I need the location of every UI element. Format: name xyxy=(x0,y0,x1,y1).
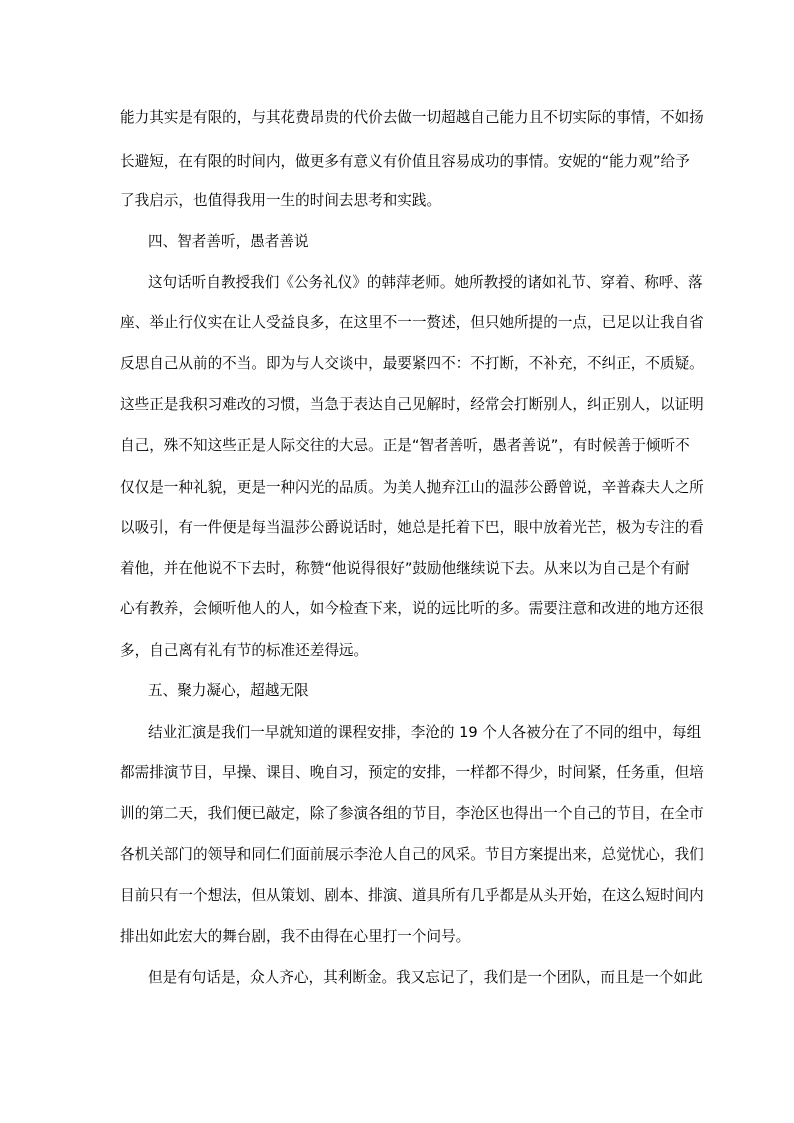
body-text-line: 心有教养，会倾听他人的人，如今检查下来，说的远比听的多。需要注意和改进的地方还很 xyxy=(120,600,704,617)
body-text-line: 长避短，在有限的时间内，做更多有意义有价值且容易成功的事情。安妮的“能力观”给予 xyxy=(120,153,690,170)
body-text-line: 座、举止行仪实在让人受益良多，在这里不一一赘述，但只她所提的一点，已足以让我自省 xyxy=(120,314,704,331)
body-text-line: 了我启示，也值得我用一生的时间去思考和实践。 xyxy=(120,192,442,209)
body-text-line: 训的第二天，我们便已敲定，除了参演各组的节目，李沧区也得出一个自己的节目，在全市 xyxy=(120,805,704,822)
section-heading: 五、聚力凝心，超越无限 xyxy=(148,682,309,699)
body-text-line: 多，自己离有礼有节的标准还差得远。 xyxy=(120,642,369,659)
body-text-line: 自己，殊不知这些正是人际交往的大忌。正是“智者善听，愚者善说”，有时候善于倾听不 xyxy=(120,437,690,454)
body-text-line: 结业汇演是我们一早就知道的课程安排，李沧的 19 个人各被分在了不同的组中，每组 xyxy=(148,724,702,741)
body-text-line: 但是有句话是，众人齐心，其利断金。我又忘记了，我们是一个团队，而且是一个如此 xyxy=(148,969,703,986)
section-heading: 四、智者善听，愚者善说 xyxy=(148,233,309,250)
body-text-line: 着他，并在他说不下去时，称赞“他说得很好”鼓励他继续说下去。从来以为自己是个有耐 xyxy=(120,560,690,577)
body-text-line: 都需排演节目，早操、课目、晚自习，预定的安排，一样都不得少，时间紧，任务重，但培 xyxy=(120,764,704,781)
body-text-line: 能力其实是有限的，与其花费昂贵的代价去做一切超越自己能力且不切实际的事情，不如扬 xyxy=(120,109,704,126)
body-text-line: 这句话听自教授我们《公务礼仪》的韩萍老师。她所教授的诸如礼节、穿着、称呼、落 xyxy=(148,274,703,291)
body-text-line: 各机关部门的领导和同仁们面前展示李沧人自己的风采。节目方案提出来，总觉忧心，我们 xyxy=(120,846,704,863)
body-text-line: 目前只有一个想法，但从策划、剧本、排演、道具所有几乎都是从头开始，在这么短时间内 xyxy=(120,887,704,904)
body-text-line: 排出如此宏大的舞台剧，我不由得在心里打一个问号。 xyxy=(120,928,471,945)
body-text-line: 反思自己从前的不当。即为与人交谈中，最要紧四不：不打断，不补充，不纠正，不质疑。 xyxy=(120,355,704,372)
body-text-line: 仅仅是一种礼貌，更是一种闪光的品质。为美人抛弃江山的温莎公爵曾说，辛普森夫人之所 xyxy=(120,479,704,496)
body-text-line: 以吸引，有一件便是每当温莎公爵说话时，她总是托着下巴，眼中放着光芒，极为专注的看 xyxy=(120,519,704,536)
body-text-line: 这些正是我积习难改的习惯，当急于表达自己见解时，经常会打断别人，纠正别人，以证明 xyxy=(120,396,704,413)
